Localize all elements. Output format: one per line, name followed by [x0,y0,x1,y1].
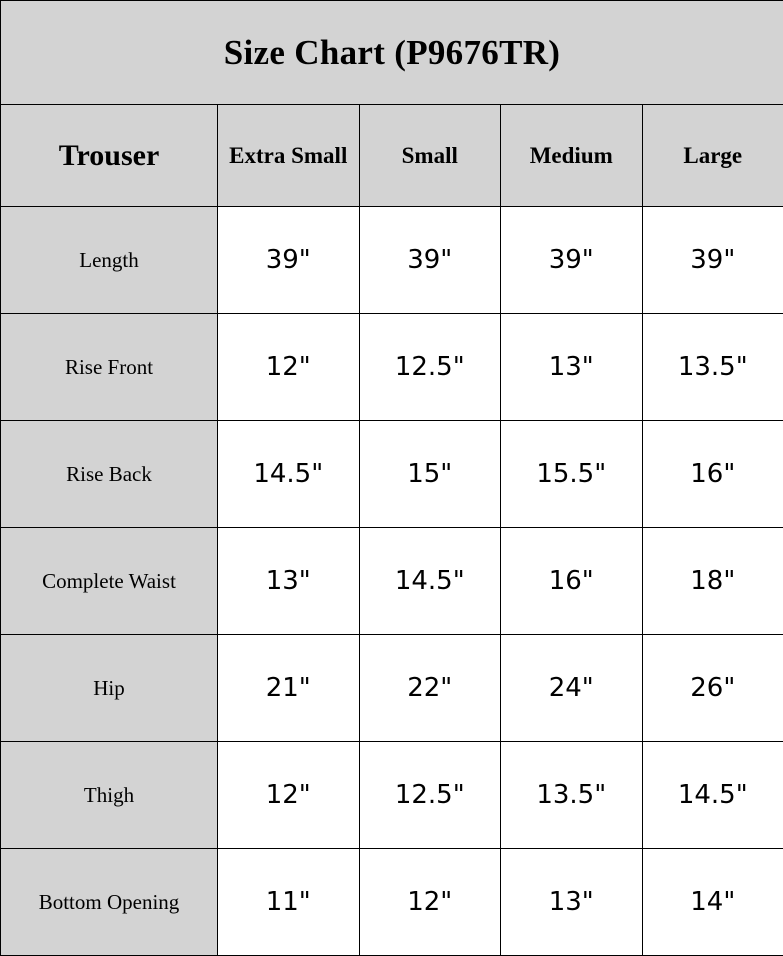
cell-value: 16" [501,528,643,635]
column-header-medium: Medium [501,105,643,207]
row-label: Rise Front [1,314,218,421]
cell-value: 12" [218,314,360,421]
cell-value: 22" [359,635,501,742]
cell-value: 15.5" [501,421,643,528]
table-header-row [1,105,783,207]
row-label: Bottom Opening [1,849,218,956]
cell-value: 39" [642,207,783,314]
cell-value: 16" [642,421,783,528]
cell-value: 21" [218,635,360,742]
row-label: Complete Waist [1,528,218,635]
cell-value: 26" [642,635,783,742]
title-row [1,1,783,105]
cell-value: 11" [218,849,360,956]
cell-value: 14.5" [218,421,360,528]
cell-value: 14" [642,849,783,956]
cell-value: 14.5" [359,528,501,635]
table-row [1,742,783,849]
table-row [1,635,783,742]
column-header-small: Small [359,105,501,207]
table-row [1,421,783,528]
table-row [1,207,783,314]
table-row [1,849,783,956]
cell-value: 13.5" [501,742,643,849]
cell-value: 39" [359,207,501,314]
column-header-large: Large [642,105,783,207]
row-label: Hip [1,635,218,742]
cell-value: 13" [501,314,643,421]
row-label: Length [1,207,218,314]
table-row [1,314,783,421]
cell-value: 13.5" [642,314,783,421]
cell-value: 12.5" [359,742,501,849]
cell-value: 13" [218,528,360,635]
cell-value: 12.5" [359,314,501,421]
row-label: Rise Back [1,421,218,528]
column-header-category: Trouser [1,105,218,207]
row-label: Thigh [1,742,218,849]
cell-value: 15" [359,421,501,528]
page-title: Size Chart (P9676TR) [1,1,783,105]
cell-value: 12" [218,742,360,849]
cell-value: 24" [501,635,643,742]
cell-value: 18" [642,528,783,635]
cell-value: 39" [218,207,360,314]
cell-value: 12" [359,849,501,956]
table-row [1,528,783,635]
cell-value: 39" [501,207,643,314]
cell-value: 13" [501,849,643,956]
cell-value: 14.5" [642,742,783,849]
column-header-extra-small: Extra Small [218,105,360,207]
